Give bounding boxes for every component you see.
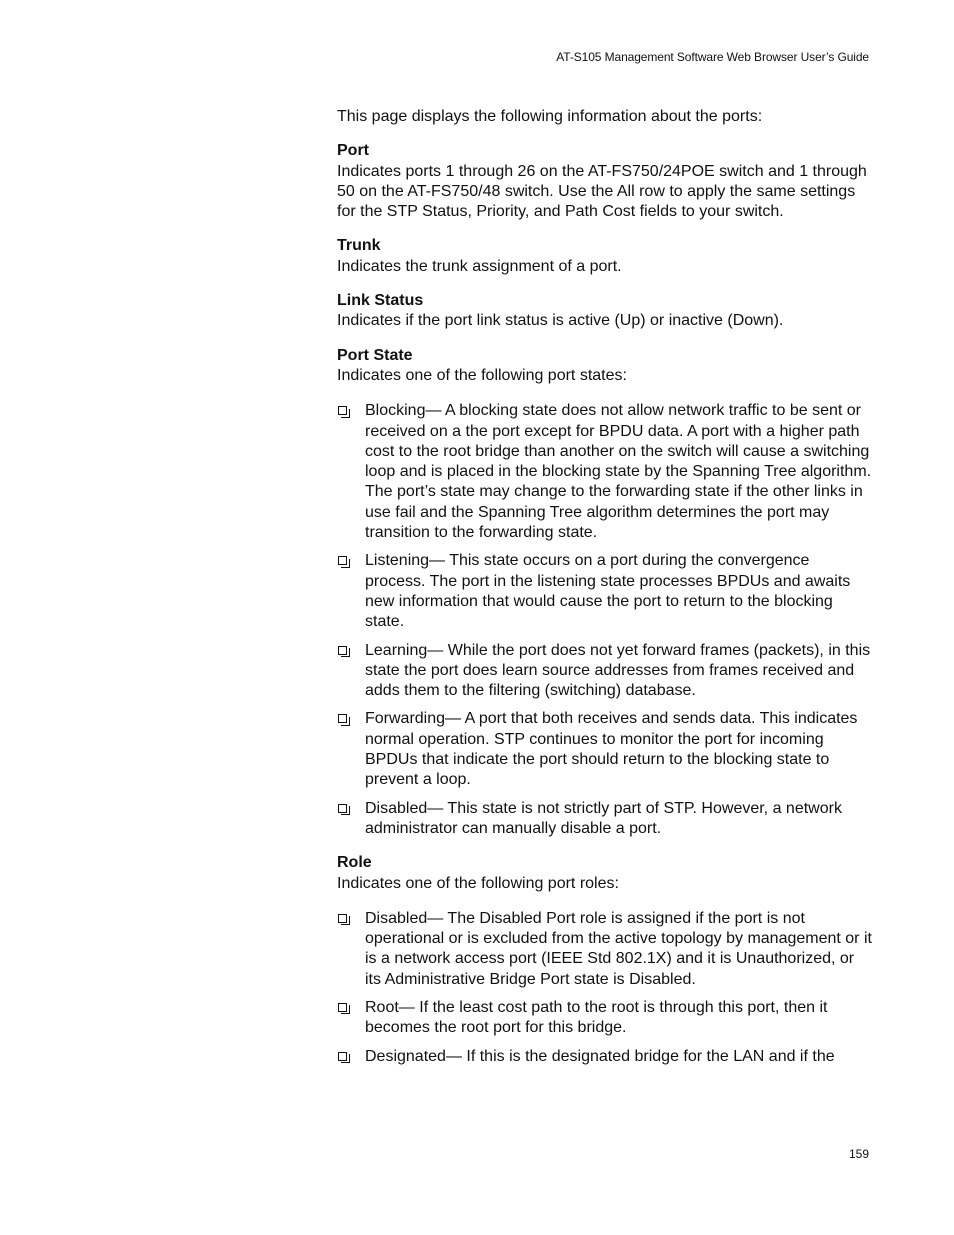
section-title: Port — [337, 142, 369, 160]
list-item-forwarding — [337, 709, 872, 790]
list-item-designated — [337, 1047, 872, 1067]
checkbox-bullet-icon — [338, 406, 347, 415]
running-header: AT-S105 Management Software Web Browser User’s Guide — [556, 50, 869, 64]
section-title: Role — [337, 854, 372, 872]
list-item-text: Forwarding— A port that both receives and sends data. This indicates normal operation. STP continues to monitor the port for incoming BPDUs that indicate the port should return to the blocking state to prevent a loop. — [365, 710, 858, 789]
list-item-root — [337, 998, 872, 1039]
section-title: Link Status — [337, 292, 424, 310]
section-description: Indicates the trunk assignment of a port. — [337, 257, 622, 275]
section-port-state — [337, 346, 872, 840]
section-port — [337, 141, 872, 222]
list-item-listening — [337, 551, 872, 632]
list-item-blocking — [337, 401, 872, 543]
section-description: Indicates one of the following port states: — [337, 366, 627, 384]
list-item-disabled-role — [337, 909, 872, 990]
checkbox-bullet-icon — [338, 914, 347, 923]
list-item-text: Designated— If this is the designated bridge for the LAN and if the — [365, 1047, 835, 1065]
section-description: Indicates ports 1 through 26 on the AT-FS750/24POE switch and 1 through 50 on the AT-FS750/48 switch. Use the All row to apply the same settings for the STP Status, Priority, and Path Cost fields to your switch. — [337, 162, 867, 221]
list-item-text: Learning— While the port does not yet forward frames (packets), in this state the port does learn source addresses from frames received and adds them to the filtering (switching) database. — [365, 641, 871, 700]
port-state-list — [337, 401, 872, 839]
checkbox-bullet-icon — [338, 646, 347, 655]
section-title: Trunk — [337, 237, 381, 255]
list-item-text: Blocking— A blocking state does not allow network traffic to be sent or received on a the port except for BPDU data. A port with a higher path cost to the root bridge than another on the switch will cause a switching loop and is placed in the blocking state by the Spanning Tree algorithm. The port’s state may change to the forwarding state if the other links in use fail and the Spanning Tree algorithm determines the port may transition to the forwarding state. — [365, 402, 872, 542]
role-list — [337, 909, 872, 1067]
list-item-disabled-state — [337, 799, 872, 840]
list-item-text: Listening— This state occurs on a port during the convergence process. The port in the listening state processes BPDUs and awaits new information that would cause the port to return to the blocking state. — [365, 552, 851, 631]
section-title: Port State — [337, 346, 413, 364]
checkbox-bullet-icon — [338, 556, 347, 565]
intro-paragraph: This page displays the following information about the ports: — [337, 108, 763, 125]
page-number: 159 — [848, 1147, 869, 1161]
list-item-text: Root— If the least cost path to the root is through this port, then it becomes the root port for this bridge. — [365, 998, 828, 1037]
list-item-learning — [337, 641, 872, 702]
main-content — [337, 107, 872, 1081]
checkbox-bullet-icon — [338, 1003, 347, 1012]
checkbox-bullet-icon — [338, 1052, 347, 1061]
section-description: Indicates one of the following port roles: — [337, 874, 619, 892]
list-item-text: Disabled— This state is not strictly part of STP. However, a network administrator can manually disable a port. — [365, 799, 842, 837]
section-role — [337, 853, 872, 1067]
section-description: Indicates if the port link status is active (Up) or inactive (Down). — [337, 312, 784, 330]
checkbox-bullet-icon — [338, 804, 347, 813]
checkbox-bullet-icon — [338, 714, 347, 723]
section-link-status — [337, 291, 872, 332]
section-trunk — [337, 236, 872, 277]
list-item-text: Disabled— The Disabled Port role is assigned if the port is not operational or is excluded from the active topology by management or it is a network access port (IEEE Std 802.1X) and it is Unauthorized, or its Administrative Bridge Port state is Disabled. — [365, 909, 872, 988]
